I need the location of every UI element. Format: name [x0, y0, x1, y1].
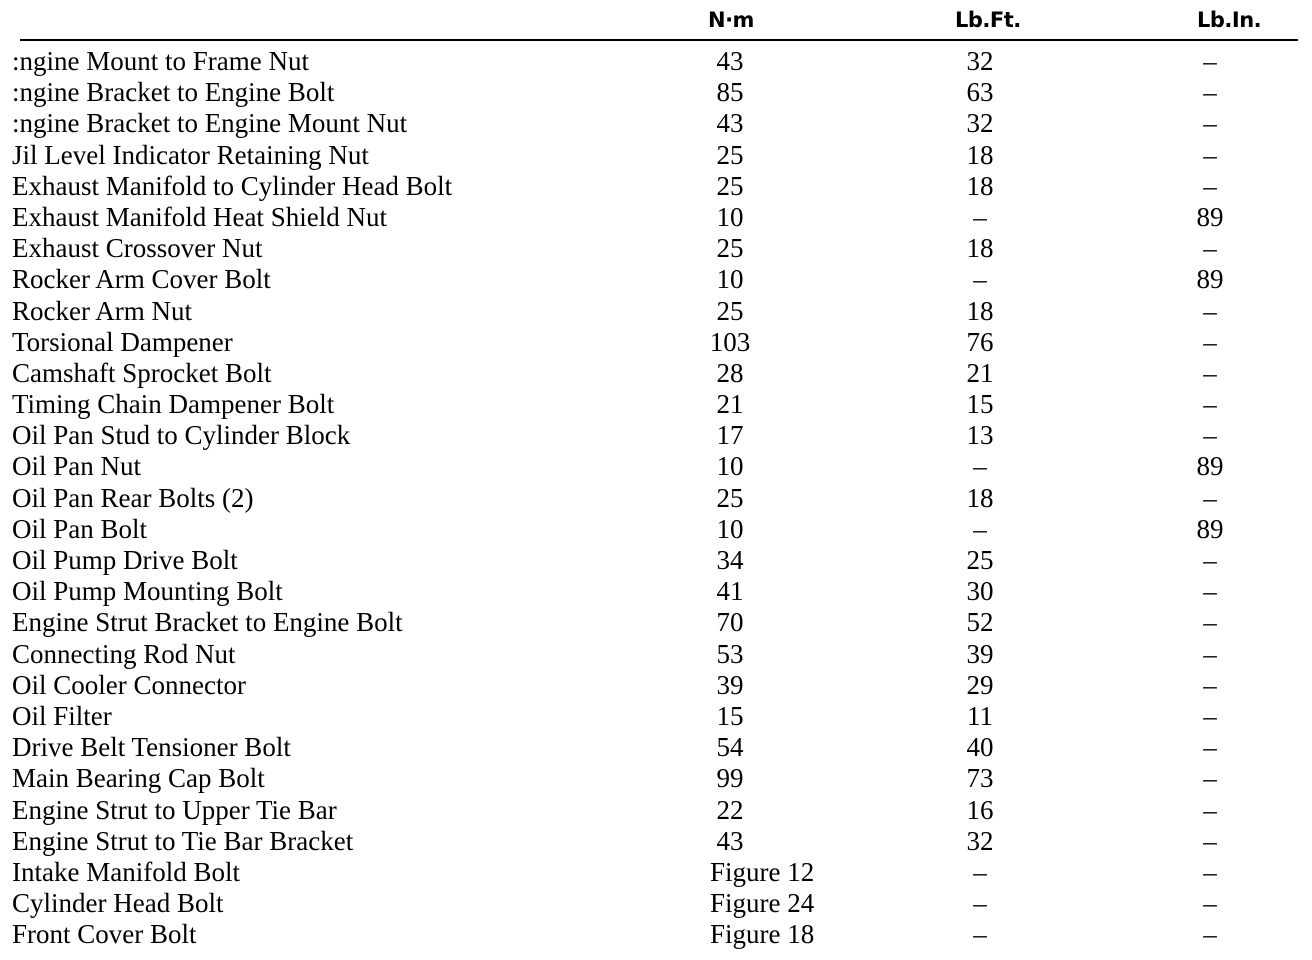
torque-lbin: – — [1203, 77, 1217, 108]
fastener-name: Intake Manifold Bolt — [12, 856, 240, 887]
torque-lbft: 52 — [966, 607, 994, 638]
torque-nm: 25 — [716, 170, 744, 201]
torque-nm: 22 — [716, 794, 744, 825]
table-row — [0, 857, 1312, 888]
table-row — [0, 108, 1312, 139]
header-divider — [20, 39, 1298, 41]
torque-lbin: 89 — [1196, 451, 1224, 482]
torque-lbft: – — [973, 264, 987, 295]
fastener-name: Connecting Rod Nut — [12, 638, 236, 669]
torque-lbft: 21 — [966, 357, 994, 388]
torque-lbin: – — [1203, 326, 1217, 357]
fastener-name: :ngine Mount to Frame Nut — [12, 46, 309, 76]
torque-nm: 10 — [716, 451, 744, 482]
torque-lbft: 15 — [966, 389, 994, 420]
torque-nm: Figure 24 — [710, 888, 815, 919]
fastener-name: Oil Pan Rear Bolts (2) — [12, 482, 254, 513]
torque-nm: 103 — [709, 326, 751, 357]
torque-lbft: 39 — [966, 638, 994, 669]
fastener-name: Rocker Arm Nut — [12, 295, 192, 326]
torque-nm: 70 — [716, 607, 744, 638]
table-row — [0, 264, 1312, 295]
torque-lbin: – — [1203, 888, 1217, 919]
torque-nm: 25 — [716, 482, 744, 513]
torque-lbin: – — [1203, 46, 1217, 76]
table-row — [0, 732, 1312, 763]
torque-nm: 25 — [716, 233, 744, 264]
table-row — [0, 826, 1312, 857]
table-row — [0, 358, 1312, 389]
torque-lbft: 32 — [966, 46, 994, 76]
fastener-name: Timing Chain Dampener Bolt — [12, 389, 335, 420]
torque-lbin: – — [1203, 794, 1217, 825]
torque-lbft: 63 — [966, 77, 994, 108]
fastener-name: Oil Filter — [12, 700, 112, 731]
torque-lbin: – — [1203, 545, 1217, 575]
torque-lbft: – — [973, 513, 987, 544]
table-row — [0, 795, 1312, 826]
fastener-name: Oil Cooler Connector — [12, 669, 246, 700]
table-row — [0, 888, 1312, 919]
fastener-name: Exhaust Crossover Nut — [12, 233, 263, 264]
fastener-name: Camshaft Sprocket Bolt — [12, 357, 272, 388]
torque-lbin: – — [1203, 233, 1217, 264]
torque-nm: 15 — [716, 700, 744, 731]
torque-lbft: 11 — [967, 700, 993, 731]
table-row — [0, 451, 1312, 482]
torque-nm: 25 — [716, 295, 744, 326]
fastener-name: Exhaust Manifold to Cylinder Head Bolt — [12, 170, 453, 201]
torque-lbin: – — [1203, 856, 1217, 887]
fastener-name: Cylinder Head Bolt — [12, 888, 224, 919]
torque-lbin: – — [1203, 108, 1217, 139]
fastener-name: Engine Strut Bracket to Engine Bolt — [12, 607, 403, 638]
fastener-name: Jil Level Indicator Retaining Nut — [12, 139, 369, 170]
torque-nm: 53 — [716, 638, 744, 669]
torque-nm: 43 — [716, 108, 744, 139]
torque-lbft: 18 — [966, 170, 994, 201]
torque-lbin: – — [1203, 732, 1217, 763]
torque-nm: 10 — [716, 513, 744, 544]
table-row — [0, 483, 1312, 514]
torque-lbft: – — [973, 201, 987, 232]
torque-lbft: 73 — [966, 763, 994, 794]
torque-lbin: – — [1203, 482, 1217, 513]
column-header-nm: N·m — [708, 8, 754, 32]
fastener-name: :ngine Bracket to Engine Mount Nut — [12, 108, 408, 139]
torque-lbft: – — [973, 919, 987, 950]
torque-nm: 54 — [716, 732, 744, 763]
table-row — [0, 140, 1312, 171]
table-row — [0, 46, 1312, 77]
fastener-name: Oil Pan Nut — [12, 451, 142, 482]
torque-lbin: – — [1203, 295, 1217, 326]
torque-lbin: – — [1203, 576, 1217, 607]
torque-lbin: – — [1203, 919, 1217, 950]
fastener-name: Drive Belt Tensioner Bolt — [12, 732, 291, 763]
torque-nm: 85 — [716, 77, 744, 108]
table-row — [0, 327, 1312, 358]
fastener-name: :ngine Bracket to Engine Bolt — [12, 77, 335, 108]
torque-lbin: – — [1203, 420, 1217, 451]
torque-lbin: – — [1203, 389, 1217, 420]
torque-nm: 21 — [716, 389, 744, 420]
fastener-name: Oil Pump Mounting Bolt — [12, 576, 283, 607]
fastener-name: Torsional Dampener — [12, 326, 233, 357]
torque-lbft: 18 — [966, 139, 994, 170]
torque-lbin: – — [1203, 825, 1217, 856]
torque-lbin: – — [1203, 139, 1217, 170]
torque-lbft: 18 — [966, 233, 994, 264]
torque-nm: 17 — [716, 420, 744, 451]
torque-lbft: 32 — [966, 825, 994, 856]
torque-lbft: – — [973, 888, 987, 919]
torque-nm: 28 — [716, 357, 744, 388]
torque-lbft: – — [973, 451, 987, 482]
torque-lbft: 76 — [966, 326, 994, 357]
torque-lbft: 29 — [966, 669, 994, 700]
torque-nm: 10 — [716, 201, 744, 232]
torque-lbft: 25 — [966, 545, 994, 575]
torque-lbin: – — [1203, 607, 1217, 638]
torque-lbin: 89 — [1196, 201, 1224, 232]
table-row — [0, 607, 1312, 638]
torque-nm: 43 — [716, 46, 744, 76]
fastener-name: Engine Strut to Tie Bar Bracket — [12, 825, 354, 856]
torque-lbin: 89 — [1196, 513, 1224, 544]
torque-lbft: 40 — [966, 732, 994, 763]
table-row — [0, 670, 1312, 701]
table-row — [0, 171, 1312, 202]
torque-lbin: – — [1203, 669, 1217, 700]
torque-lbft: 18 — [966, 295, 994, 326]
table-row — [0, 389, 1312, 420]
fastener-name: Exhaust Manifold Heat Shield Nut — [12, 201, 387, 232]
torque-lbft: – — [973, 856, 987, 887]
torque-lbin: – — [1203, 700, 1217, 731]
column-header-lbft: Lb.Ft. — [955, 8, 1021, 32]
table-row — [0, 233, 1312, 264]
torque-lbin: 89 — [1196, 264, 1224, 295]
fastener-name: Oil Pump Drive Bolt — [12, 545, 238, 575]
table-row — [0, 701, 1312, 732]
fastener-name: Oil Pan Stud to Cylinder Block — [12, 420, 351, 451]
table-row — [0, 77, 1312, 108]
torque-nm: 10 — [716, 264, 744, 295]
table-row — [0, 545, 1312, 576]
table-row — [0, 576, 1312, 607]
torque-table-body — [0, 46, 1312, 950]
fastener-name: Oil Pan Bolt — [12, 513, 148, 544]
torque-nm: Figure 18 — [710, 919, 815, 950]
torque-nm: 39 — [716, 669, 744, 700]
torque-lbft: 18 — [966, 482, 994, 513]
column-header-lbin: Lb.In. — [1197, 8, 1262, 32]
torque-lbft: 32 — [966, 108, 994, 139]
torque-lbft: 30 — [966, 576, 994, 607]
torque-nm: 34 — [716, 545, 744, 575]
torque-nm: 99 — [716, 763, 744, 794]
torque-nm: Figure 12 — [710, 856, 815, 887]
torque-lbin: – — [1203, 763, 1217, 794]
torque-lbin: – — [1203, 357, 1217, 388]
torque-nm: 25 — [716, 139, 744, 170]
table-row — [0, 420, 1312, 451]
fastener-name: Rocker Arm Cover Bolt — [12, 264, 271, 295]
torque-lbft: 13 — [966, 420, 994, 451]
table-row — [0, 919, 1312, 950]
torque-nm: 41 — [716, 576, 744, 607]
table-row — [0, 202, 1312, 233]
torque-lbin: – — [1203, 170, 1217, 201]
table-row — [0, 514, 1312, 545]
table-row — [0, 296, 1312, 327]
torque-lbin: – — [1203, 638, 1217, 669]
fastener-name: Front Cover Bolt — [12, 919, 197, 950]
torque-nm: 43 — [716, 825, 744, 856]
fastener-name: Engine Strut to Upper Tie Bar — [12, 794, 337, 825]
fastener-name: Main Bearing Cap Bolt — [12, 763, 265, 794]
table-row — [0, 763, 1312, 794]
table-row — [0, 639, 1312, 670]
torque-lbft: 16 — [966, 794, 994, 825]
